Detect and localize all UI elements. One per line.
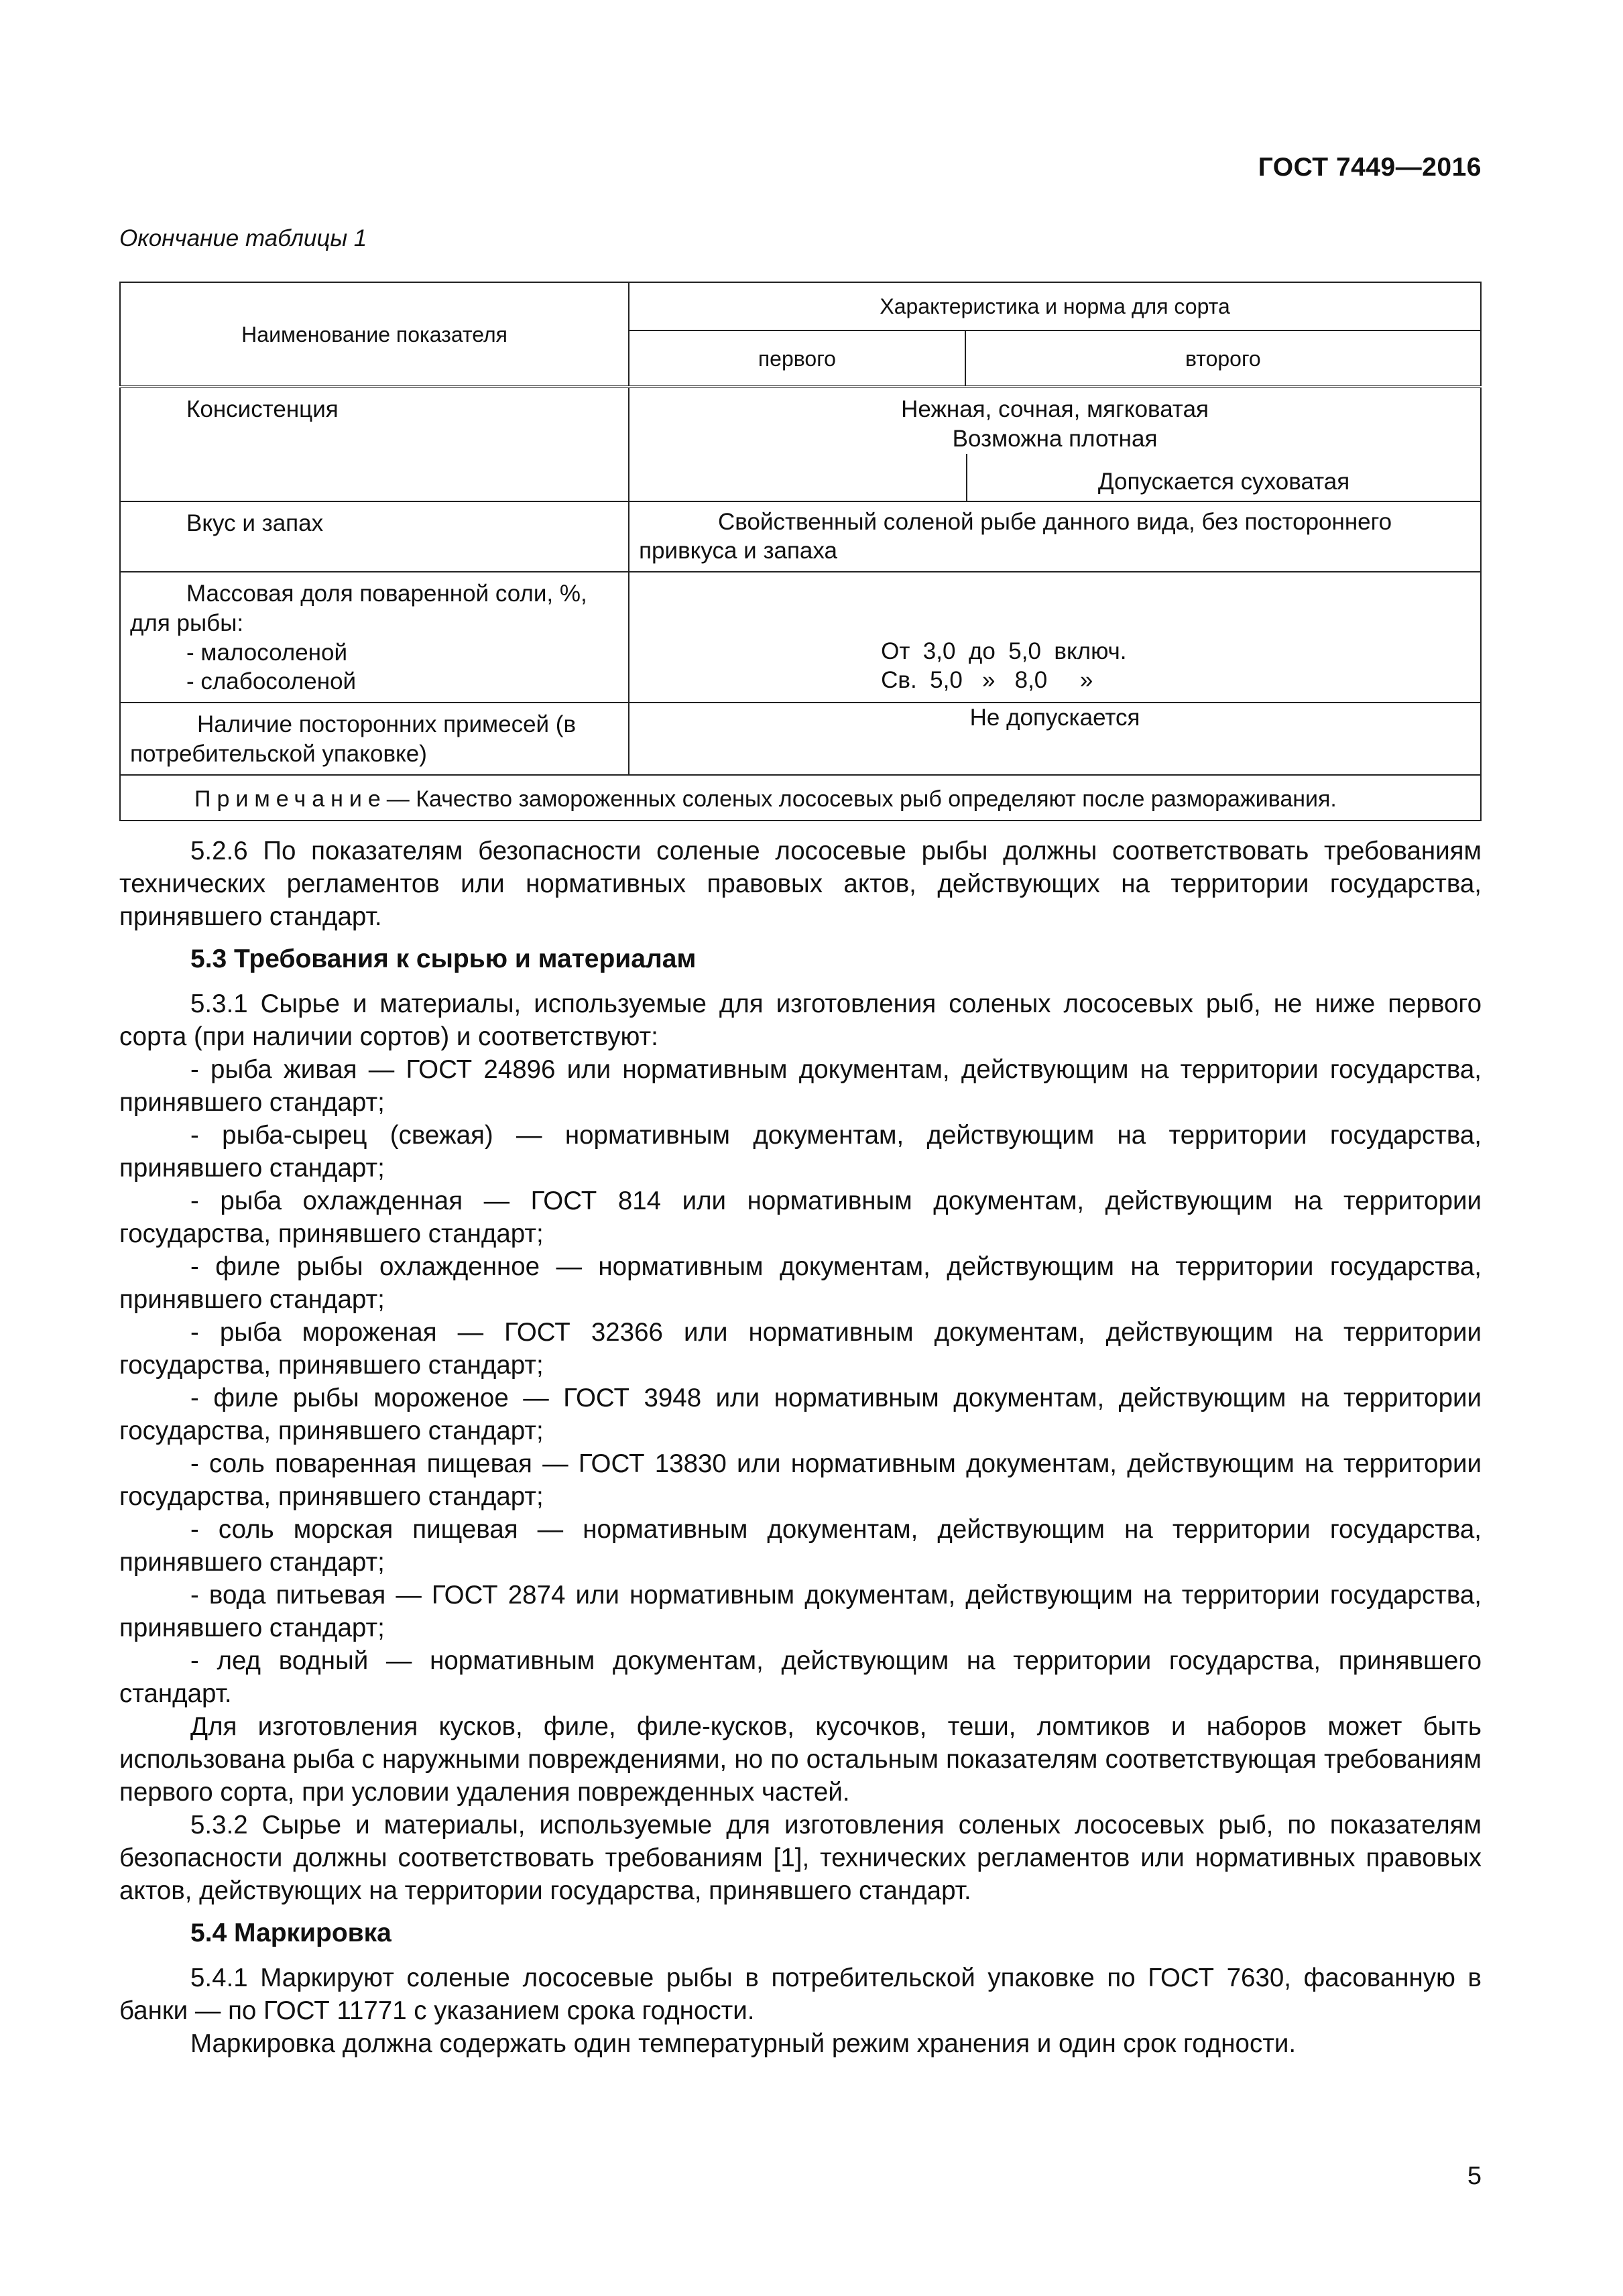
list-item: - рыба охлажденная — ГОСТ 814 или нормативным документам, действующим на территории государства, принявшего стандарт; [119,1187,1482,1248]
list-item: - филе рыбы охлажденное — нормативным документам, действующим на территории государства, принявшего стандарт; [119,1252,1482,1314]
header-grade-group: Характеристика и норма для сорта [629,282,1481,330]
section-heading-5-4: 5.4 Маркировка [190,1919,392,1947]
list-item: - соль морская пищевая — нормативным документам, действующим на территории государства, принявшего стандарт; [119,1515,1482,1577]
row-name-salt-3: - малосоленой [186,639,348,666]
list-item: - рыба-сырец (свежая) — нормативным документам, действующим на территории государства, принявшего стандарт; [119,1121,1482,1183]
row-name-salt-4: - слабосоленой [186,668,357,695]
table-caption: Окончание таблицы 1 [119,225,367,251]
paragraph-pieces: Для изготовления кусков, филе, филе-кусков, кусочков, теши, ломтиков и наборов может быть использована рыба с наружными повреждениями, но по остальным показателям соответствующая требованиям первого сорта, при условии удаления поврежденных частей. [119,1712,1482,1807]
row-name-taste: Вкус и запах [186,509,324,536]
list-item: - рыба мороженая — ГОСТ 32366 или нормативным документам, действующим на территории государства, принявшего стандарт; [119,1318,1482,1380]
paragraph-5-3-2: 5.3.2 Сырье и материалы, используемые для изготовления соленых лососевых рыб, по показателям безопасности должны соответствовать требованиям [1], технических регламентов или нормативных правовых актов, действующих на территории государства, принявшего стандарт. [119,1811,1482,1905]
impurities-value: Не допускается [629,703,1481,775]
consistency-value-1: Нежная, сочная, мягковатая [901,396,1209,422]
taste-value-2: привкуса и запаха [639,538,837,564]
salt-value-lightly: От 3,0 до 5,0 включ. [881,638,1127,664]
paragraph-5-2-6: 5.2.6 По показателям безопасности соленые лососевые рыбы должны соответствовать требованиям технических регламентов или нормативных правовых актов, действующих на территории государства, принявшего стандарт. [119,837,1482,931]
header-second-grade: второго [965,330,1481,387]
header-first-grade: первого [629,330,965,387]
paragraph-5-3-1: 5.3.1 Сырье и материалы, используемые для изготовления соленых лососевых рыб, не ниже первого сорта (при наличии сортов) и соответствуют: [119,989,1482,1051]
taste-value-1: Свойственный соленой рыбе данного вида, без постороннего [717,508,1392,535]
row-name-salt-2: для рыбы: [130,609,244,636]
consistency-value-second-grade: Допускается суховатая [1097,468,1350,495]
note-label: Примечание [194,786,387,812]
table-row-impurities [120,703,1481,775]
list-item: - лед водный — нормативным документам, действующим на территории государства, принявшего стандарт. [119,1646,1482,1708]
document-code: ГОСТ 7449—2016 [1258,153,1482,182]
paragraph-marking: Маркировка должна содержать один температурный режим хранения и один срок годности. [190,2029,1297,2058]
list-item: - филе рыбы мороженое — ГОСТ 3948 или нормативным документам, действующим на территории государства, принявшего стандарт; [119,1384,1482,1445]
document-body [119,835,1482,2060]
consistency-value-2: Возможна плотная [952,425,1158,452]
table-row-salt [120,572,1481,703]
characteristics-table [119,282,1482,821]
row-name-impurities-1: Наличие посторонних примесей (в [197,711,577,737]
table-row-note [120,775,1481,821]
salt-value-slightly: Св. 5,0 » 8,0 » [881,667,1093,694]
list-item: - рыба живая — ГОСТ 24896 или нормативным документам, действующим на территории государства, принявшего стандарт; [119,1055,1482,1117]
row-name-impurities-2: потребительской упаковке) [130,740,427,767]
page-number: 5 [1467,2162,1482,2190]
table-row-taste [120,501,1481,572]
row-name-salt-1: Массовая доля поваренной соли, %, [186,581,587,607]
header-indicator-name: Наименование показателя [120,282,629,387]
row-name-consistency: Консистенция [186,396,339,422]
section-heading-5-3: 5.3 Требования к сырью и материалам [190,945,697,973]
list-item: - соль поваренная пищевая — ГОСТ 13830 или нормативным документам, действующим на территории государства, принявшего стандарт; [119,1449,1482,1511]
table-row-consistency [120,387,1481,501]
note-text: — Качество замороженных соленых лососевых рыб определяют после размораживания. [386,786,1337,812]
paragraph-5-4-1: 5.4.1 Маркируют соленые лососевые рыбы в потребительской упаковке по ГОСТ 7630, фасованную в банки — по ГОСТ 11771 с указанием срока годности. [119,1963,1482,2025]
list-item: - вода питьевая — ГОСТ 2874 или нормативным документам, действующим на территории государства, принявшего стандарт; [119,1581,1482,1642]
